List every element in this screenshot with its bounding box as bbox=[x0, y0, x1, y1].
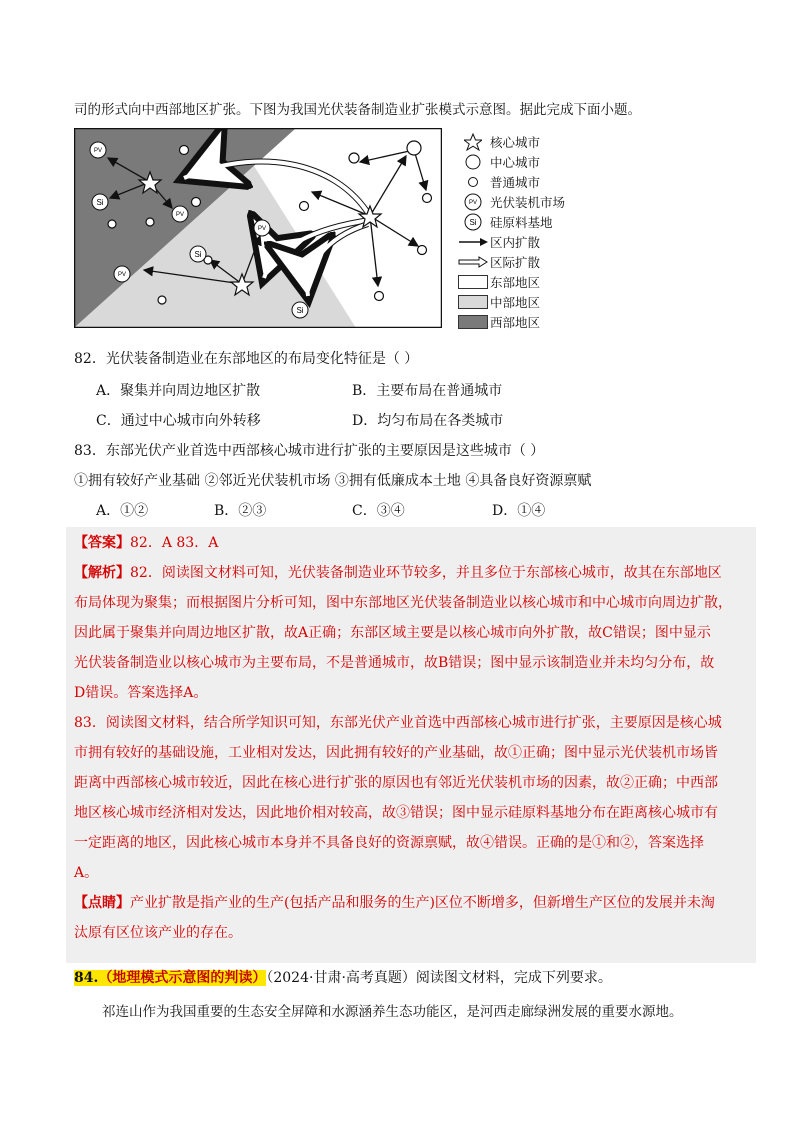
answer-tag: 【答案】 bbox=[74, 535, 130, 551]
svg-text:PV: PV bbox=[257, 226, 267, 232]
q82-option-b: B．主要布局在普通城市 bbox=[352, 383, 503, 399]
comment-line: 汰原有区位该产业的存在。 bbox=[74, 925, 242, 941]
q82-stem: 82．光伏装备制造业在东部地区的布局变化特征是（ ） bbox=[74, 351, 419, 367]
legend-row bbox=[456, 152, 596, 172]
svg-text:Si: Si bbox=[296, 306, 304, 315]
star-icon bbox=[456, 133, 490, 151]
legend-row bbox=[456, 232, 596, 252]
map-legend bbox=[456, 132, 596, 332]
west-region-swatch bbox=[458, 315, 488, 329]
analysis-line: 光伏装备制造业以核心城市为主要布局，不是普通城市，故B错误；图中显示该制造业并未均匀分布，故 bbox=[74, 655, 715, 671]
analysis-line: 一定距离的地区，因此核心城市本身并不具备良好的资源禀赋，故④错误。正确的是①和②，答案选择 bbox=[74, 835, 704, 851]
legend-label: 区内扩散 bbox=[490, 235, 541, 250]
svg-text:Si: Si bbox=[96, 198, 104, 207]
arrow-intra-icon bbox=[456, 233, 490, 251]
legend-label: 核心城市 bbox=[490, 135, 541, 150]
intro-text: 司的形式向中西部地区扩张。下图为我国光伏装备制造业扩张模式示意图。据此完成下面小题。 bbox=[74, 102, 641, 118]
legend-row bbox=[456, 212, 596, 232]
legend-label: 硅原料基地 bbox=[490, 215, 553, 230]
q84-source: （2024·甘肃·高考真题） bbox=[266, 970, 416, 986]
analysis-line: A。 bbox=[74, 865, 99, 881]
legend-row bbox=[456, 292, 596, 312]
q83-option-d: D．①④ bbox=[492, 503, 546, 519]
legend-row bbox=[456, 172, 596, 192]
pv-expansion-map bbox=[74, 128, 442, 328]
comment-tag: 【点睛】 bbox=[74, 895, 130, 911]
comment-line: 【点睛】产业扩散是指产业的生产(包括产品和服务的生产)区位不断增多，但新增生产区位的发展并未淘 bbox=[74, 895, 715, 911]
legend-label: 中部地区 bbox=[490, 295, 541, 310]
q83-items: ①拥有较好产业基础 ②邻近光伏装机市场 ③拥有低廉成本土地 ④具备良好资源禀赋 bbox=[74, 473, 592, 489]
q84-heading bbox=[74, 967, 612, 987]
legend-row bbox=[456, 272, 596, 292]
legend-label: 区际扩散 bbox=[490, 255, 541, 270]
pv-market-icon bbox=[456, 193, 490, 211]
q82-option-a: A．聚集并向周边地区扩散 bbox=[96, 383, 261, 399]
q83-option-b: B．②③ bbox=[214, 503, 267, 519]
legend-row bbox=[456, 312, 596, 332]
analysis-block bbox=[74, 558, 750, 948]
q84-instruction: 阅读图文材料，完成下列要求。 bbox=[415, 970, 612, 986]
answer-text: 82．A 83．A bbox=[130, 535, 219, 551]
analysis-line: 距离中西部核心城市较近，因此在核心进行扩张的原因也有邻近光伏装机市场的因素，故②正确；中西部 bbox=[74, 775, 718, 791]
q83-option-a: A．①② bbox=[96, 503, 149, 519]
svg-text:Si: Si bbox=[469, 218, 477, 227]
q83-stem: 83．东部光伏产业首选中西部核心城市进行扩张的主要原因是这些城市（ ） bbox=[74, 443, 545, 459]
analysis-line: D错误。答案选择A。 bbox=[74, 685, 208, 701]
answer-line bbox=[74, 528, 750, 558]
arrow-inter-icon bbox=[456, 253, 490, 271]
legend-row bbox=[456, 192, 596, 212]
svg-text:PV: PV bbox=[93, 148, 103, 154]
analysis-line: 市拥有较好的基础设施，工业相对发达，因此拥有较好的产业基础，故①正确；图中显示光伏装机市场皆 bbox=[74, 745, 718, 761]
legend-label: 普通城市 bbox=[490, 175, 541, 190]
legend-row bbox=[456, 252, 596, 272]
svg-text:Si: Si bbox=[194, 250, 202, 259]
q83-option-c: C．③④ bbox=[352, 503, 405, 519]
analysis-tag: 【解析】 bbox=[74, 565, 130, 581]
analysis-line: 83．阅读图文材料，结合所学知识可知，东部光伏产业首选中西部核心城市进行扩张，主要原因是核心城 bbox=[74, 715, 722, 731]
small-circle-icon bbox=[456, 173, 490, 191]
legend-label: 西部地区 bbox=[490, 315, 541, 330]
legend-label: 东部地区 bbox=[490, 275, 541, 290]
analysis-line: 地区核心城市经济相对发达，因此地价相对较高，故③错误；图中显示硅原料基地分布在距离核心城市有 bbox=[74, 805, 718, 821]
svg-text:PV: PV bbox=[117, 272, 127, 278]
legend-label: 中心城市 bbox=[490, 155, 541, 170]
q84-number: 84. bbox=[74, 970, 99, 986]
svg-text:PV: PV bbox=[468, 200, 478, 206]
q84-topic: （地理模式示意图的判读） bbox=[98, 970, 267, 986]
q84-material: 祁连山作为我国重要的生态安全屏障和水源涵养生态功能区，是河西走廊绿洲发展的重要水源地。 bbox=[102, 1004, 683, 1020]
si-base-icon bbox=[456, 213, 490, 231]
svg-text:PV: PV bbox=[175, 212, 185, 218]
q82-option-c: C．通过中心城市向外转移 bbox=[96, 413, 261, 429]
legend-label: 光伏装机市场 bbox=[490, 195, 566, 210]
analysis-line: 因此属于聚集并向周边地区扩散，故A正确；东部区域主要是以核心城市向外扩散，故C错误；图中显示 bbox=[74, 625, 711, 641]
east-region-swatch bbox=[458, 275, 488, 289]
analysis-line: 【解析】82．阅读图文材料可知，光伏装备制造业环节较多，并且多位于东部核心城市，故其在东部地区 bbox=[74, 565, 722, 581]
large-circle-icon bbox=[456, 153, 490, 171]
central-region-swatch bbox=[458, 295, 488, 309]
legend-row bbox=[456, 132, 596, 152]
analysis-line: 布局体现为聚集；而根据图片分析可知，图中东部地区光伏装备制造业以核心城市和中心城市向周边扩散， bbox=[74, 595, 732, 611]
q82-option-d: D．均匀布局在各类城市 bbox=[352, 413, 504, 429]
